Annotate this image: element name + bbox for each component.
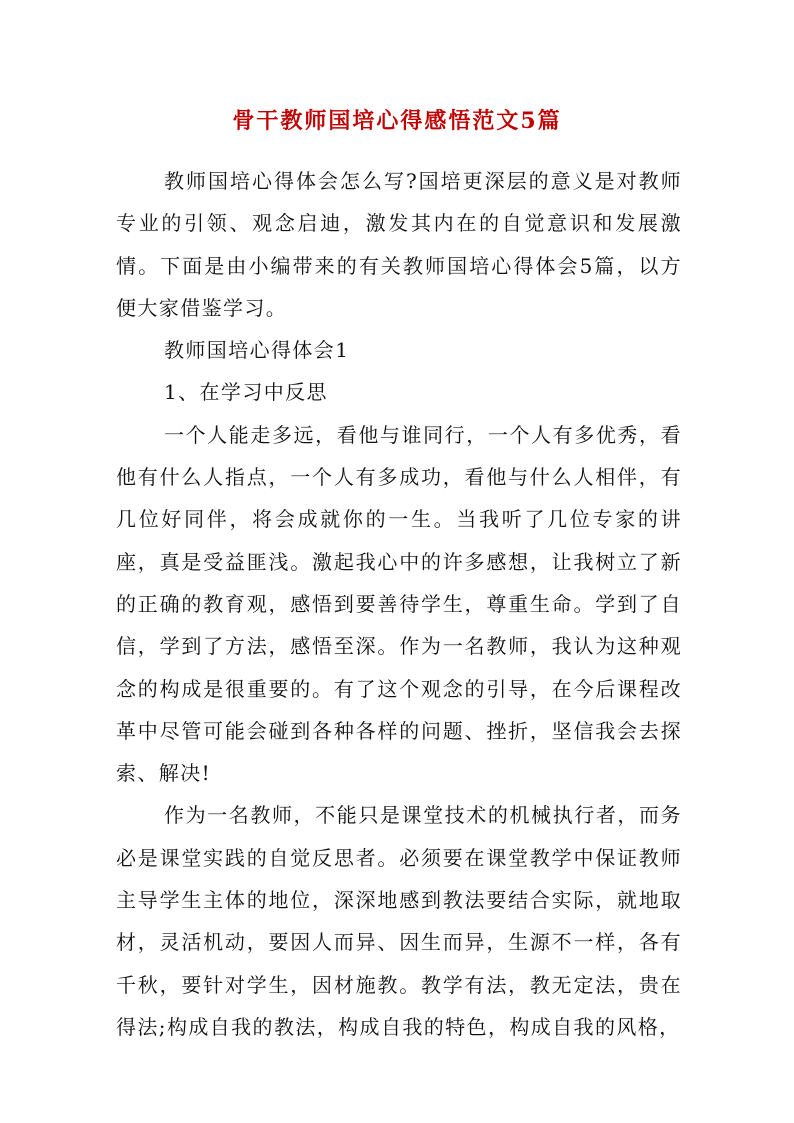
document-body [116, 160, 682, 1048]
intro-paragraph: 教师国培心得体会怎么写?国培更深层的意义是对教师专业的引领、观念启迪，激发其内在的自觉意识和发展激情。下面是由小编带来的有关教师国培心得体会5篇，以方便大家借鉴学习。 [116, 169, 682, 320]
section-heading: 教师国培心得体会1 [164, 338, 350, 363]
body-paragraph-2: 作为一名教师，不能只是课堂技术的机械执行者，而务必是课堂实践的自觉反思者。必须要在课堂教学中保证教师主导学生主体的地位，深深地感到教法要结合实际，就地取材，灵活机动，要因人而异、因生而异，生源不一样，各有千秋，要针对学生，因材施教。教学有法，教无定法，贵在得法;构成自我的教法，构成自我的特色，构成自我的风格， [116, 803, 682, 1039]
document-title: 骨干教师国培心得感悟范文5篇 [232, 108, 562, 134]
sub-heading: 1、在学习中反思 [164, 380, 328, 405]
body-paragraph-1: 一个人能走多远，看他与谁同行，一个人有多优秀，看他有什么人指点，一个人有多成功，看他与什么人相伴，有几位好同伴，将会成就你的一生。当我听了几位专家的讲座，真是受益匪浅。激起我心中的许多感想，让我树立了新的正确的教育观，感悟到要善待学生，尊重生命。学到了自信，学到了方法，感悟至深。作为一名教师，我认为这种观念的构成是很重要的。有了这个观念的引导，在今后课程改革中尽管可能会碰到各种各样的问题、挫折，坚信我会去探索、解决! [116, 422, 682, 786]
